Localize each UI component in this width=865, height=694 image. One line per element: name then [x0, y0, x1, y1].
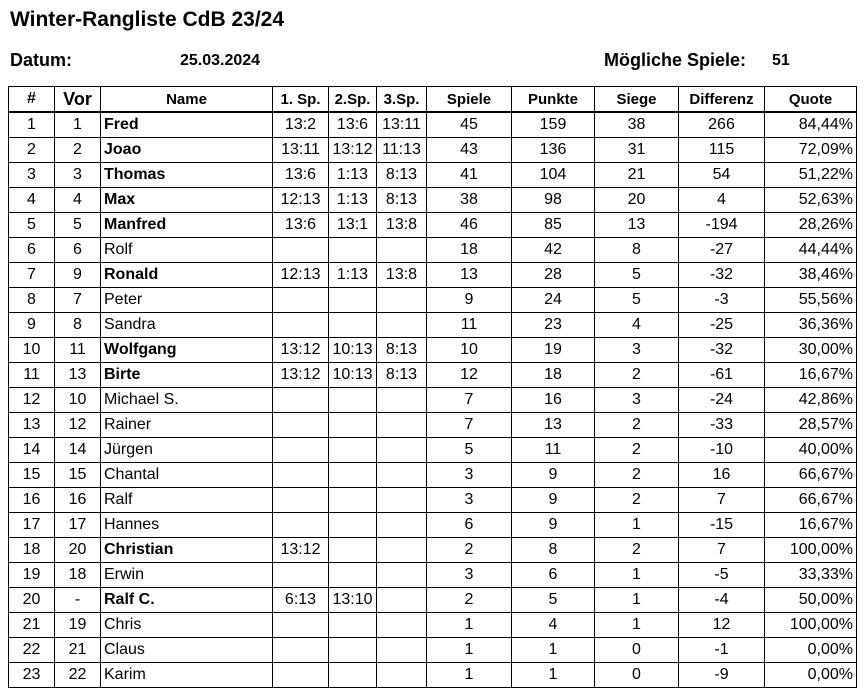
cell-points: 8	[512, 538, 595, 563]
cell-name: Sandra	[101, 313, 273, 338]
cell-game1	[273, 513, 329, 538]
cell-points: 42	[512, 238, 595, 263]
cell-game2	[329, 663, 377, 688]
cell-ratio: 0,00%	[765, 663, 857, 688]
cell-points: 136	[512, 138, 595, 163]
cell-difference: 7	[679, 538, 765, 563]
cell-game1	[273, 438, 329, 463]
cell-points: 28	[512, 263, 595, 288]
cell-games: 1	[427, 613, 512, 638]
table-row	[9, 112, 857, 138]
cell-game3: 8:13	[377, 188, 427, 213]
cell-name: Max	[101, 188, 273, 213]
cell-name: Peter	[101, 288, 273, 313]
cell-difference: -27	[679, 238, 765, 263]
cell-ratio: 72,09%	[765, 138, 857, 163]
table-row	[9, 313, 857, 338]
cell-games: 38	[427, 188, 512, 213]
cell-wins: 1	[595, 613, 679, 638]
cell-rank: 20	[9, 588, 55, 613]
cell-games: 41	[427, 163, 512, 188]
cell-points: 4	[512, 613, 595, 638]
table-row	[9, 563, 857, 588]
cell-game2	[329, 388, 377, 413]
cell-game2	[329, 563, 377, 588]
cell-difference: -194	[679, 213, 765, 238]
cell-game1: 13:11	[273, 138, 329, 163]
cell-games: 43	[427, 138, 512, 163]
cell-difference: 54	[679, 163, 765, 188]
cell-game1	[273, 288, 329, 313]
col-header-game3: 3.Sp.	[377, 87, 427, 113]
cell-game1: 12:13	[273, 188, 329, 213]
cell-games: 5	[427, 438, 512, 463]
cell-games: 11	[427, 313, 512, 338]
cell-game1: 13:6	[273, 213, 329, 238]
cell-previous: 21	[55, 638, 101, 663]
table-row	[9, 363, 857, 388]
cell-games: 1	[427, 638, 512, 663]
cell-games: 1	[427, 663, 512, 688]
date-value: 25.03.2024	[180, 52, 261, 69]
col-header-rank: #	[9, 87, 55, 113]
cell-game1: 13:6	[273, 163, 329, 188]
cell-game2	[329, 513, 377, 538]
cell-difference: 16	[679, 463, 765, 488]
col-header-game1: 1. Sp.	[273, 87, 329, 113]
cell-game1	[273, 313, 329, 338]
cell-points: 24	[512, 288, 595, 313]
cell-previous: 7	[55, 288, 101, 313]
cell-wins: 2	[595, 363, 679, 388]
ranking-table-body	[9, 112, 857, 688]
cell-game1	[273, 388, 329, 413]
col-header-previous: Vor	[55, 87, 101, 113]
cell-wins: 0	[595, 638, 679, 663]
cell-difference: -33	[679, 413, 765, 438]
cell-wins: 0	[595, 663, 679, 688]
cell-name: Manfred	[101, 213, 273, 238]
cell-previous: 18	[55, 563, 101, 588]
cell-difference: 4	[679, 188, 765, 213]
table-row	[9, 538, 857, 563]
cell-game2: 1:13	[329, 263, 377, 288]
cell-game3: 8:13	[377, 338, 427, 363]
cell-ratio: 84,44%	[765, 112, 857, 138]
cell-games: 3	[427, 488, 512, 513]
cell-game2	[329, 288, 377, 313]
cell-game3	[377, 288, 427, 313]
cell-games: 46	[427, 213, 512, 238]
cell-wins: 13	[595, 213, 679, 238]
cell-game2	[329, 613, 377, 638]
cell-game1	[273, 563, 329, 588]
cell-game1: 13:12	[273, 338, 329, 363]
cell-game3	[377, 513, 427, 538]
cell-points: 9	[512, 488, 595, 513]
cell-difference: -15	[679, 513, 765, 538]
cell-rank: 13	[9, 413, 55, 438]
cell-points: 5	[512, 588, 595, 613]
cell-game1	[273, 488, 329, 513]
cell-game2	[329, 313, 377, 338]
cell-previous: 20	[55, 538, 101, 563]
cell-rank: 14	[9, 438, 55, 463]
cell-games: 13	[427, 263, 512, 288]
cell-wins: 3	[595, 338, 679, 363]
cell-points: 1	[512, 638, 595, 663]
cell-wins: 21	[595, 163, 679, 188]
cell-ratio: 66,67%	[765, 463, 857, 488]
table-row	[9, 663, 857, 688]
cell-ratio: 38,46%	[765, 263, 857, 288]
cell-wins: 3	[595, 388, 679, 413]
table-row	[9, 288, 857, 313]
ranking-table	[8, 86, 857, 688]
cell-rank: 10	[9, 338, 55, 363]
cell-previous: 15	[55, 463, 101, 488]
cell-game3	[377, 663, 427, 688]
cell-points: 13	[512, 413, 595, 438]
cell-previous: 1	[55, 112, 101, 138]
cell-game2	[329, 463, 377, 488]
cell-previous: 13	[55, 363, 101, 388]
cell-rank: 5	[9, 213, 55, 238]
cell-rank: 19	[9, 563, 55, 588]
cell-difference: -25	[679, 313, 765, 338]
cell-difference: 7	[679, 488, 765, 513]
cell-wins: 38	[595, 112, 679, 138]
cell-game3	[377, 563, 427, 588]
table-row	[9, 638, 857, 663]
cell-ratio: 36,36%	[765, 313, 857, 338]
cell-game3	[377, 313, 427, 338]
cell-game2: 13:6	[329, 112, 377, 138]
cell-game1: 13:12	[273, 538, 329, 563]
table-row	[9, 238, 857, 263]
cell-ratio: 33,33%	[765, 563, 857, 588]
cell-name: Chantal	[101, 463, 273, 488]
table-row	[9, 588, 857, 613]
table-row	[9, 213, 857, 238]
table-row	[9, 163, 857, 188]
cell-game2	[329, 488, 377, 513]
cell-ratio: 42,86%	[765, 388, 857, 413]
cell-rank: 17	[9, 513, 55, 538]
cell-ratio: 100,00%	[765, 538, 857, 563]
cell-previous: 10	[55, 388, 101, 413]
cell-rank: 12	[9, 388, 55, 413]
cell-name: Birte	[101, 363, 273, 388]
cell-rank: 2	[9, 138, 55, 163]
col-header-difference: Differenz	[679, 87, 765, 113]
cell-name: Jürgen	[101, 438, 273, 463]
cell-rank: 23	[9, 663, 55, 688]
cell-games: 9	[427, 288, 512, 313]
cell-ratio: 40,00%	[765, 438, 857, 463]
table-header-row	[9, 87, 857, 113]
cell-rank: 18	[9, 538, 55, 563]
cell-game2: 10:13	[329, 363, 377, 388]
cell-difference: -10	[679, 438, 765, 463]
cell-points: 16	[512, 388, 595, 413]
cell-points: 11	[512, 438, 595, 463]
cell-rank: 9	[9, 313, 55, 338]
col-header-points: Punkte	[512, 87, 595, 113]
cell-game2	[329, 413, 377, 438]
cell-difference: -9	[679, 663, 765, 688]
cell-ratio: 0,00%	[765, 638, 857, 663]
table-row	[9, 263, 857, 288]
cell-game2	[329, 638, 377, 663]
cell-name: Christian	[101, 538, 273, 563]
cell-ratio: 16,67%	[765, 363, 857, 388]
cell-difference: 12	[679, 613, 765, 638]
cell-rank: 4	[9, 188, 55, 213]
cell-games: 2	[427, 538, 512, 563]
cell-rank: 6	[9, 238, 55, 263]
cell-wins: 5	[595, 263, 679, 288]
cell-wins: 2	[595, 413, 679, 438]
table-row	[9, 188, 857, 213]
cell-name: Hannes	[101, 513, 273, 538]
cell-game3: 13:11	[377, 112, 427, 138]
cell-game1	[273, 463, 329, 488]
cell-difference: -32	[679, 263, 765, 288]
cell-game3: 8:13	[377, 363, 427, 388]
cell-previous: 4	[55, 188, 101, 213]
cell-name: Joao	[101, 138, 273, 163]
cell-wins: 4	[595, 313, 679, 338]
cell-ratio: 50,00%	[765, 588, 857, 613]
cell-wins: 1	[595, 513, 679, 538]
cell-name: Rolf	[101, 238, 273, 263]
col-header-game2: 2.Sp.	[329, 87, 377, 113]
cell-wins: 31	[595, 138, 679, 163]
col-header-ratio: Quote	[765, 87, 857, 113]
cell-previous: -	[55, 588, 101, 613]
cell-games: 2	[427, 588, 512, 613]
cell-name: Fred	[101, 112, 273, 138]
cell-difference: -1	[679, 638, 765, 663]
cell-name: Chris	[101, 613, 273, 638]
cell-game1: 13:2	[273, 112, 329, 138]
cell-game3: 11:13	[377, 138, 427, 163]
cell-games: 45	[427, 112, 512, 138]
cell-game2: 13:1	[329, 213, 377, 238]
cell-wins: 2	[595, 538, 679, 563]
col-header-name: Name	[101, 87, 273, 113]
cell-game3	[377, 588, 427, 613]
cell-previous: 3	[55, 163, 101, 188]
cell-previous: 22	[55, 663, 101, 688]
cell-wins: 8	[595, 238, 679, 263]
cell-ratio: 55,56%	[765, 288, 857, 313]
col-header-games: Spiele	[427, 87, 512, 113]
cell-name: Ronald	[101, 263, 273, 288]
table-row	[9, 438, 857, 463]
cell-difference: 266	[679, 112, 765, 138]
cell-name: Wolfgang	[101, 338, 273, 363]
cell-points: 9	[512, 463, 595, 488]
cell-game1: 13:12	[273, 363, 329, 388]
cell-difference: -4	[679, 588, 765, 613]
cell-rank: 3	[9, 163, 55, 188]
cell-rank: 1	[9, 112, 55, 138]
possible-games-value: 51	[772, 52, 790, 69]
cell-games: 12	[427, 363, 512, 388]
cell-games: 3	[427, 463, 512, 488]
cell-previous: 17	[55, 513, 101, 538]
table-row	[9, 413, 857, 438]
cell-game3	[377, 238, 427, 263]
cell-ratio: 66,67%	[765, 488, 857, 513]
cell-games: 7	[427, 413, 512, 438]
cell-games: 6	[427, 513, 512, 538]
cell-games: 10	[427, 338, 512, 363]
cell-previous: 5	[55, 213, 101, 238]
cell-name: Michael S.	[101, 388, 273, 413]
cell-game3	[377, 538, 427, 563]
cell-rank: 8	[9, 288, 55, 313]
table-row	[9, 138, 857, 163]
cell-difference: -32	[679, 338, 765, 363]
cell-rank: 11	[9, 363, 55, 388]
table-row	[9, 463, 857, 488]
cell-points: 98	[512, 188, 595, 213]
cell-difference: -5	[679, 563, 765, 588]
table-row	[9, 513, 857, 538]
cell-name: Karim	[101, 663, 273, 688]
cell-game2	[329, 438, 377, 463]
cell-points: 85	[512, 213, 595, 238]
cell-game1: 6:13	[273, 588, 329, 613]
cell-previous: 12	[55, 413, 101, 438]
cell-previous: 6	[55, 238, 101, 263]
cell-points: 18	[512, 363, 595, 388]
cell-game3	[377, 463, 427, 488]
cell-rank: 21	[9, 613, 55, 638]
cell-game2: 1:13	[329, 163, 377, 188]
cell-name: Thomas	[101, 163, 273, 188]
cell-difference: -61	[679, 363, 765, 388]
cell-name: Ralf C.	[101, 588, 273, 613]
table-row	[9, 488, 857, 513]
cell-game3	[377, 413, 427, 438]
cell-game3	[377, 438, 427, 463]
page-title: Winter-Rangliste CdB 23/24	[10, 8, 285, 31]
cell-wins: 1	[595, 563, 679, 588]
cell-game3	[377, 638, 427, 663]
cell-points: 9	[512, 513, 595, 538]
cell-game2: 13:10	[329, 588, 377, 613]
cell-game3	[377, 388, 427, 413]
table-row	[9, 613, 857, 638]
cell-previous: 2	[55, 138, 101, 163]
cell-rank: 22	[9, 638, 55, 663]
table-row	[9, 338, 857, 363]
cell-previous: 14	[55, 438, 101, 463]
cell-game1	[273, 238, 329, 263]
cell-points: 19	[512, 338, 595, 363]
cell-ratio: 100,00%	[765, 613, 857, 638]
possible-games-label: Mögliche Spiele:	[604, 50, 747, 70]
cell-game1	[273, 613, 329, 638]
cell-ratio: 51,22%	[765, 163, 857, 188]
cell-rank: 15	[9, 463, 55, 488]
cell-wins: 20	[595, 188, 679, 213]
cell-ratio: 28,26%	[765, 213, 857, 238]
cell-points: 104	[512, 163, 595, 188]
cell-previous: 11	[55, 338, 101, 363]
cell-rank: 16	[9, 488, 55, 513]
cell-games: 18	[427, 238, 512, 263]
cell-wins: 2	[595, 488, 679, 513]
cell-points: 159	[512, 112, 595, 138]
cell-game3	[377, 488, 427, 513]
cell-ratio: 30,00%	[765, 338, 857, 363]
col-header-wins: Siege	[595, 87, 679, 113]
cell-points: 23	[512, 313, 595, 338]
cell-difference: 115	[679, 138, 765, 163]
cell-game2	[329, 538, 377, 563]
cell-game1	[273, 663, 329, 688]
cell-ratio: 52,63%	[765, 188, 857, 213]
cell-previous: 19	[55, 613, 101, 638]
cell-name: Erwin	[101, 563, 273, 588]
cell-previous: 16	[55, 488, 101, 513]
cell-difference: -3	[679, 288, 765, 313]
cell-game3: 8:13	[377, 163, 427, 188]
cell-game1	[273, 413, 329, 438]
cell-wins: 2	[595, 438, 679, 463]
cell-game2: 10:13	[329, 338, 377, 363]
cell-points: 6	[512, 563, 595, 588]
cell-previous: 8	[55, 313, 101, 338]
cell-game1	[273, 638, 329, 663]
cell-game2: 1:13	[329, 188, 377, 213]
cell-wins: 2	[595, 463, 679, 488]
cell-games: 3	[427, 563, 512, 588]
cell-games: 7	[427, 388, 512, 413]
cell-game1: 12:13	[273, 263, 329, 288]
cell-rank: 7	[9, 263, 55, 288]
cell-name: Ralf	[101, 488, 273, 513]
cell-previous: 9	[55, 263, 101, 288]
cell-wins: 1	[595, 588, 679, 613]
cell-ratio: 28,57%	[765, 413, 857, 438]
cell-game3: 13:8	[377, 263, 427, 288]
cell-game3: 13:8	[377, 213, 427, 238]
cell-name: Rainer	[101, 413, 273, 438]
cell-game2: 13:12	[329, 138, 377, 163]
cell-wins: 5	[595, 288, 679, 313]
cell-points: 1	[512, 663, 595, 688]
table-row	[9, 388, 857, 413]
cell-game2	[329, 238, 377, 263]
cell-ratio: 16,67%	[765, 513, 857, 538]
cell-ratio: 44,44%	[765, 238, 857, 263]
date-label: Datum:	[10, 50, 72, 70]
cell-game3	[377, 613, 427, 638]
cell-name: Claus	[101, 638, 273, 663]
cell-difference: -24	[679, 388, 765, 413]
